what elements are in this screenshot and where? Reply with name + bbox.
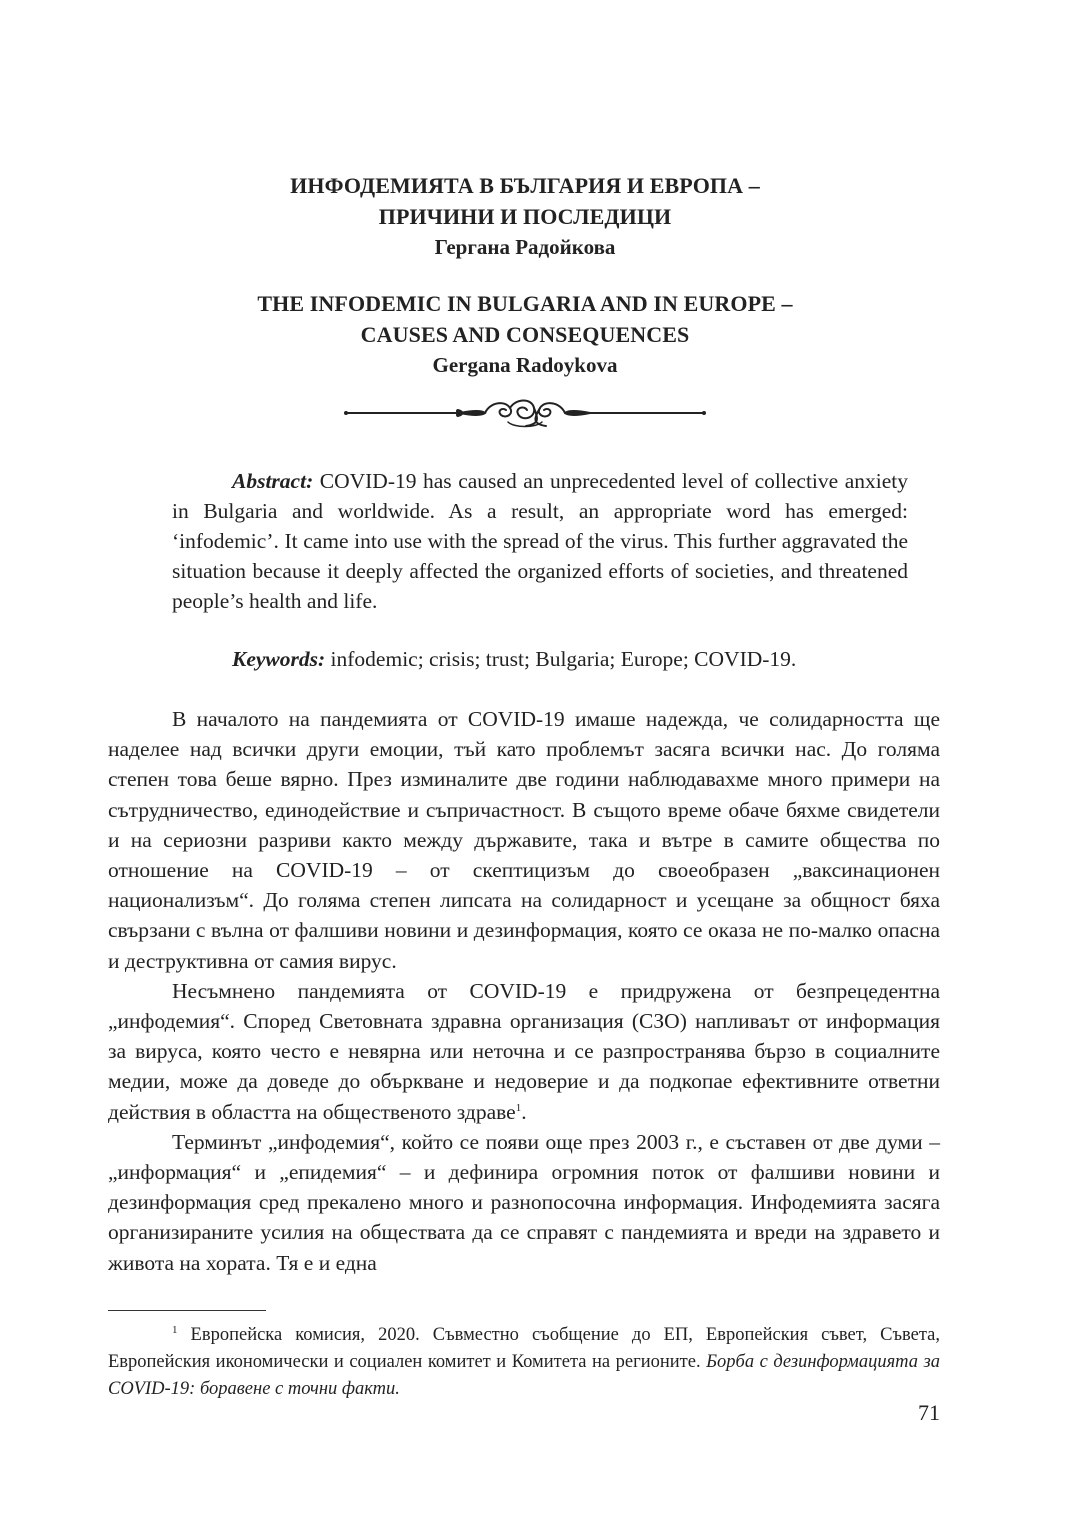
footnote-text: Европейска комисия, 2020. Съвместно съобщение до ЕП, Европейския съвет, Съвета, Европейския икономически и социален комитет и Комитета на регионите. (108, 1325, 940, 1372)
title-bg-line1: ИНФОДЕМИЯТА В БЪЛГАРИЯ И ЕВРОПА – (290, 173, 760, 198)
title-block-english (140, 288, 910, 381)
paragraph-2 (108, 976, 940, 1127)
paragraph-2-end: . (521, 1099, 527, 1124)
title-bg-line2: ПРИЧИНИ И ПОСЛЕДИЦИ (378, 204, 672, 229)
title-en-line1: THE INFODEMIC IN BULGARIA AND IN EUROPE – (257, 291, 793, 316)
author-bg: Гергана Радойкова (434, 235, 616, 259)
footnote (108, 1322, 940, 1403)
keywords (172, 644, 908, 674)
ornament-divider-icon (340, 392, 710, 434)
title-block-bulgarian (140, 170, 910, 263)
keywords-label: Keywords: (232, 647, 326, 671)
abstract-label: Abstract: (232, 469, 314, 493)
footnote-number: 1 (172, 1323, 178, 1336)
abstract (172, 466, 908, 616)
title-en-line2: CAUSES AND CONSEQUENCES (360, 322, 690, 347)
footnote-reference[interactable]: 1 (515, 1101, 522, 1114)
abstract-text: COVID-19 has caused an unprecedented level of collective anxiety in Bulgaria and worldwide. As a result, an appropriate word has emerged: ‘infodemic’. It came into use with the spread of the virus. This further aggravated the situation because it deeply affected the organized efforts of societies, and threatened people’s health and life. (172, 469, 908, 613)
paragraph-2-text: Несъмнено пандемията от COVID-19 е придружена от безпрецедентна „инфодемия“. Според Световната здравна организация (СЗО) напливаът от информация за вируса, която често е невярна или неточна и се разпространява бързо в социалните медии, може да доведе до объркване и недоверие и да подкопае ефективните ответни действия в областта на общественото здраве (108, 978, 940, 1124)
footnote-italic-title: Борба с дезинформацията за COVID-19: боравене с точни факти. (108, 1352, 941, 1399)
page-number: 71 (918, 1400, 940, 1425)
author-en: Gergana Radoykova (432, 353, 618, 377)
footnote-divider (108, 1310, 266, 1311)
paragraph-1: В началото на пандемията от COVID-19 имаше надежда, че солидарността ще наделее над всички други емоции, тъй като проблемът засяга всички нас. До голяма степен това беше вярно. През изминалите две години наблюдавахме много примери на сътрудничество, единодействие и съпричастност. В същото време обаче бяхме свидетели и на сериозни разриви както между държавите, така и вътре в самите общества по отношение на COVID-19 – от скептицизъм до своеобразен „ваксинационен национализъм“. До голяма степен липсата на солидарност и усещане за общност бяха свързани с вълна от фалшиви новини и дезинформация, която се оказа не по-малко опасна и деструктивна от самия вирус. (108, 707, 940, 973)
body-text (108, 704, 940, 1278)
paragraph-3: Терминът „инфодемия“, който се появи още през 2003 г., е съставен от две думи – „информация“ и „епидемия“ – и дефинира огромния поток от фалшиви новини и дезинформация сред прекалено много и разнопосочна информация. Инфодемията засяга организираните усилия на обществата да се справят с пандемията и вреди на здравето и живота на хората. Тя е и една (108, 1129, 940, 1275)
keywords-text: infodemic; crisis; trust; Bulgaria; Europe; COVID-19. (325, 647, 797, 671)
